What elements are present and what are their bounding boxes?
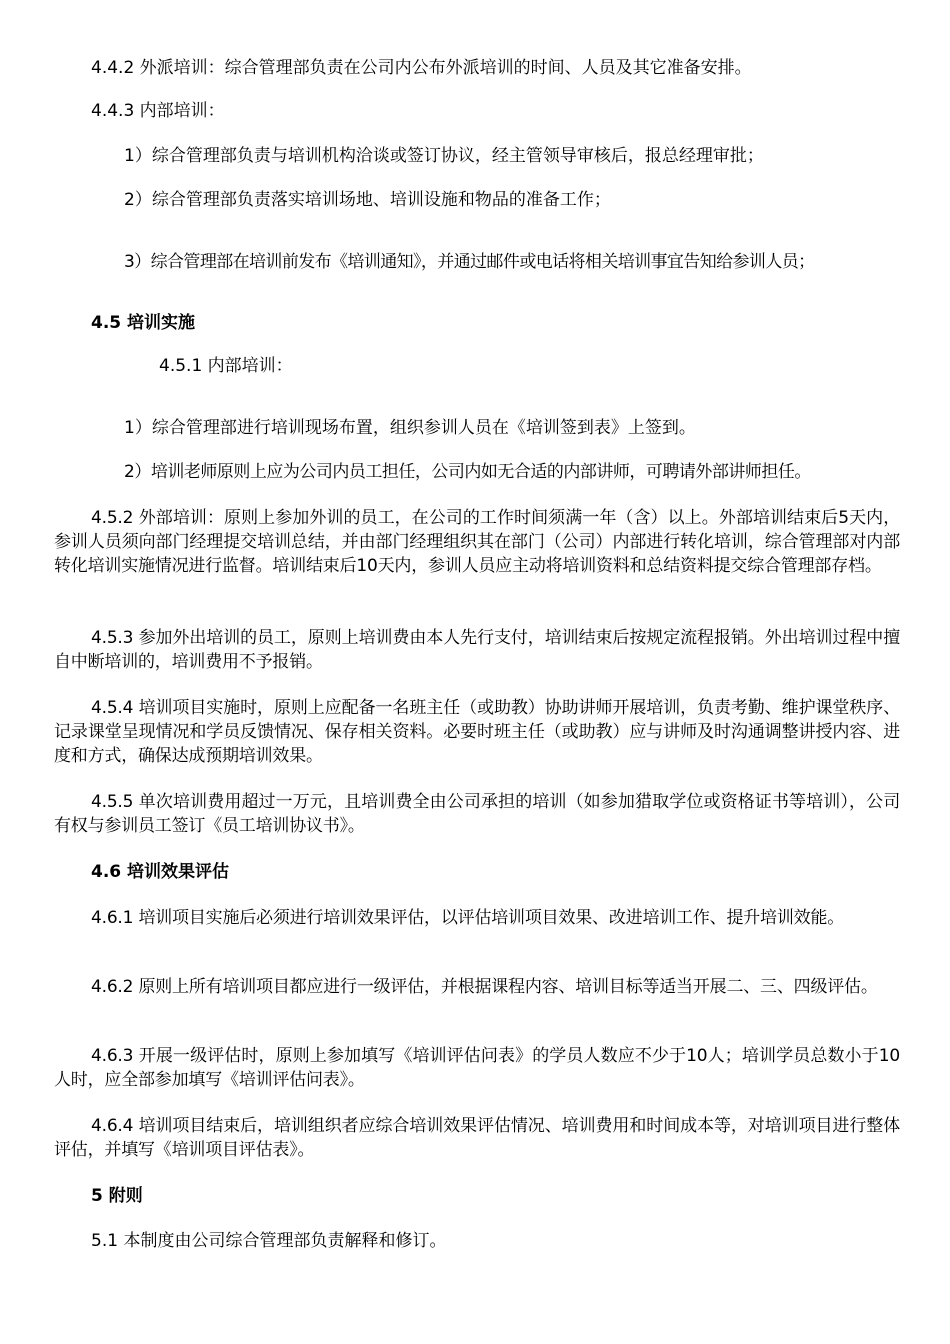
paragraph-4-6-3: 4.6.3 开展一级评估时，原则上参加填写《培训评估问表》的学员人数应不少于10人；培训学员总数小于10人时，应全部参加填写《培训评估问表》。	[54, 1046, 900, 1090]
list-item-4-5-1-1: 1）综合管理部进行培训现场布置，组织参训人员在《培训签到表》上签到。	[124, 418, 696, 438]
paragraph-5-1: 5.1 本制度由公司综合管理部负责解释和修订。	[91, 1231, 447, 1251]
paragraph-4-6-2: 4.6.2 原则上所有培训项目都应进行一级评估，并根据课程内容、培训目标等适当开展二、三、四级评估。	[91, 977, 878, 997]
paragraph-4-6-1: 4.6.1 培训项目实施后必须进行培训效果评估，以评估培训项目效果、改进培训工作、提升培训效能。	[91, 908, 845, 928]
list-item-4-4-3-3: 3）综合管理部在培训前发布《培训通知》，并通过邮件或电话将相关培训事宜告知给参训人员；	[124, 252, 815, 272]
paragraph-4-5-1: 4.5.1 内部培训：	[159, 356, 293, 376]
paragraph-4-5-2: 4.5.2 外部培训：原则上参加外训的员工，在公司的工作时间须满一年（含）以上。外部培训结束后5天内，参训人员须向部门经理提交培训总结，并由部门经理组织其在部门（公司）内部进行转化培训，综合管理部对内部转化培训实施情况进行监督。培训结束后10天内，参训人员应主动将培训资料和总结资料提交综合管理部存档。	[54, 508, 900, 576]
heading-4-6: 4.6 培训效果评估	[91, 862, 230, 882]
heading-4-5: 4.5 培训实施	[91, 313, 196, 333]
paragraph-4-4-2: 4.4.2 外派培训：综合管理部负责在公司内公布外派培训的时间、人员及其它准备安排。	[91, 58, 752, 78]
paragraph-4-6-4: 4.6.4 培训项目结束后，培训组织者应综合培训效果评估情况、培训费用和时间成本等，对培训项目进行整体评估，并填写《培训项目评估表》。	[54, 1116, 900, 1160]
list-item-4-4-3-2: 2）综合管理部负责落实培训场地、培训设施和物品的准备工作；	[124, 190, 611, 210]
paragraph-4-4-3: 4.4.3 内部培训：	[91, 101, 225, 121]
heading-5: 5 附则	[91, 1186, 143, 1206]
list-item-4-4-3-1: 1）综合管理部负责与培训机构洽谈或签订协议，经主管领导审核后，报总经理审批；	[124, 146, 764, 166]
paragraph-4-5-3: 4.5.3 参加外出培训的员工，原则上培训费由本人先行支付，培训结束后按规定流程报销。外出培训过程中擅自中断培训的，培训费用不予报销。	[54, 628, 900, 672]
paragraph-4-5-5: 4.5.5 单次培训费用超过一万元，且培训费全由公司承担的培训（如参加猎取学位或资格证书等培训），公司有权与参训员工签订《员工培训协议书》。	[54, 792, 900, 836]
paragraph-4-5-4: 4.5.4 培训项目实施时，原则上应配备一名班主任（或助教）协助讲师开展培训，负责考勤、维护课堂秩序、记录课堂呈现情况和学员反馈情况、保存相关资料。必要时班主任（或助教）应与讲师及时沟通调整讲授内容、进度和方式，确保达成预期培训效果。	[54, 698, 900, 766]
list-item-4-5-1-2: 2）培训老师原则上应为公司内员工担任，公司内如无合适的内部讲师，可聘请外部讲师担任。	[124, 462, 811, 482]
